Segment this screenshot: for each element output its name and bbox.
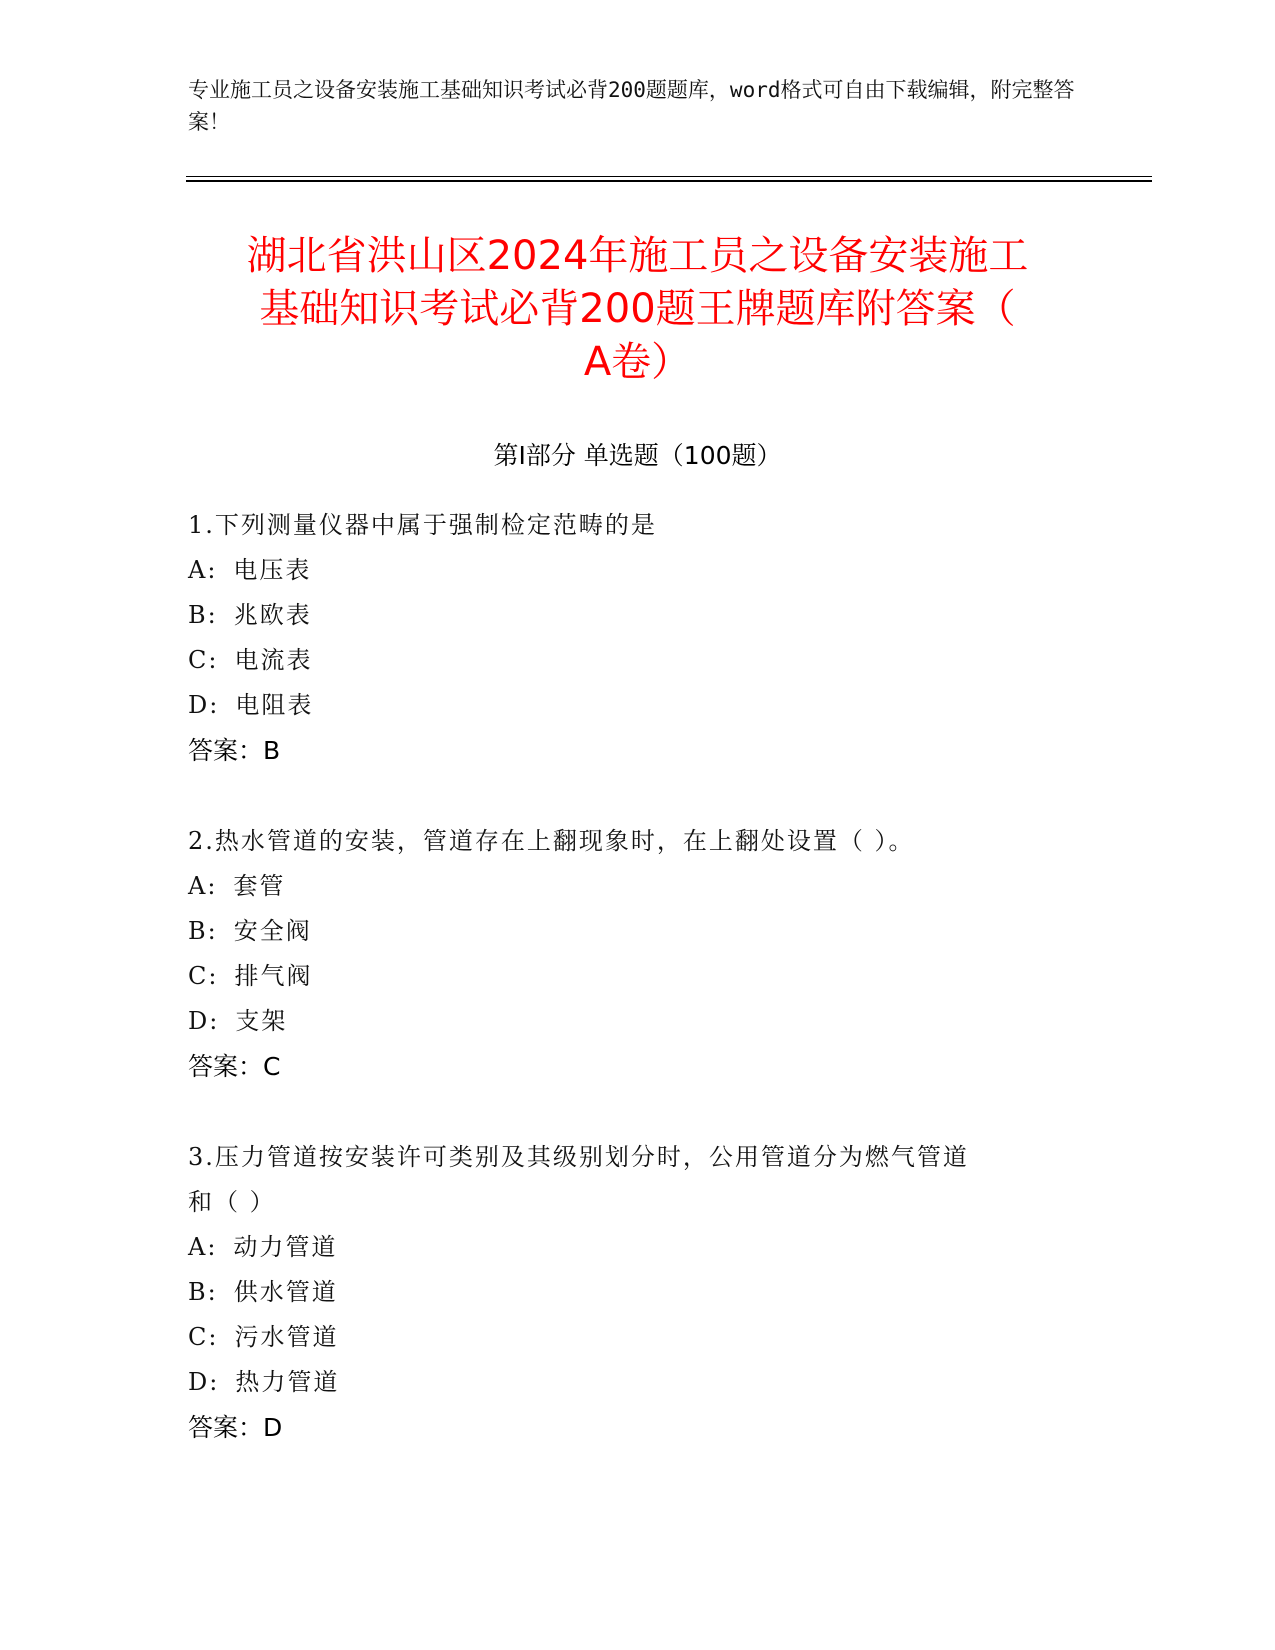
option-d — [188, 999, 1088, 1044]
question-stem-line-2: 和（ ） — [188, 1188, 276, 1216]
section-heading: 第Ⅰ部分 单选题（100题） — [493, 441, 782, 470]
option-letter: C: — [188, 962, 219, 990]
answer: 答案：C — [188, 1052, 281, 1081]
question-stem-line-1: 3.压力管道按安装许可类别及其级别划分时，公用管道分为燃气管道 — [188, 1143, 969, 1171]
option-letter: C: — [188, 1323, 219, 1351]
option-letter: C: — [188, 646, 219, 674]
option-text: 套管 — [233, 872, 286, 900]
option-letter: A: — [188, 872, 218, 900]
title-line-2: 基础知识考试必背200题王牌题库附答案（ — [259, 286, 1016, 332]
header-divider-thin — [186, 176, 1152, 177]
header-note: 专业施工员之设备安装施工基础知识考试必背200题题库，word格式可自由下载编辑，附完整答案！ — [188, 78, 1075, 134]
option-letter: A: — [188, 1233, 218, 1261]
option-text: 污水管道 — [234, 1323, 339, 1351]
option-letter: A: — [188, 556, 218, 584]
document-title — [120, 230, 1155, 389]
title-line-3: A卷） — [583, 339, 692, 385]
answer: 答案：D — [188, 1413, 283, 1442]
option-b — [188, 909, 1088, 954]
option-text: 电阻表 — [235, 691, 314, 719]
option-text: 排气阀 — [234, 962, 313, 990]
option-letter: D: — [188, 1368, 220, 1396]
option-text: 动力管道 — [233, 1233, 338, 1261]
question-1 — [188, 503, 1088, 773]
option-a — [188, 1225, 1088, 1270]
option-a — [188, 864, 1088, 909]
option-letter: D: — [188, 691, 220, 719]
option-d — [188, 1360, 1088, 1405]
question-2 — [188, 819, 1088, 1089]
option-letter: B: — [188, 1278, 218, 1306]
option-letter: D: — [188, 1007, 220, 1035]
question-stem: 2.热水管道的安装，管道存在上翻现象时，在上翻处设置（ ）。 — [188, 827, 915, 855]
title-line-1: 湖北省洪山区2024年施工员之设备安装施工 — [246, 233, 1029, 279]
option-c — [188, 1315, 1088, 1360]
option-c — [188, 954, 1088, 999]
question-3 — [188, 1135, 1088, 1450]
option-d — [188, 683, 1088, 728]
option-b — [188, 593, 1088, 638]
option-a — [188, 548, 1088, 593]
option-text: 电压表 — [233, 556, 312, 584]
question-stem: 1.下列测量仪器中属于强制检定范畴的是 — [188, 511, 657, 539]
option-text: 兆欧表 — [233, 601, 312, 629]
option-text: 支架 — [235, 1007, 288, 1035]
option-text: 供水管道 — [233, 1278, 338, 1306]
option-letter: B: — [188, 601, 218, 629]
option-b — [188, 1270, 1088, 1315]
option-text: 电流表 — [234, 646, 313, 674]
answer: 答案：B — [188, 736, 281, 765]
header-divider-thick — [186, 180, 1152, 182]
option-text: 热力管道 — [235, 1368, 340, 1396]
option-c — [188, 638, 1088, 683]
option-text: 安全阀 — [233, 917, 312, 945]
option-letter: B: — [188, 917, 218, 945]
